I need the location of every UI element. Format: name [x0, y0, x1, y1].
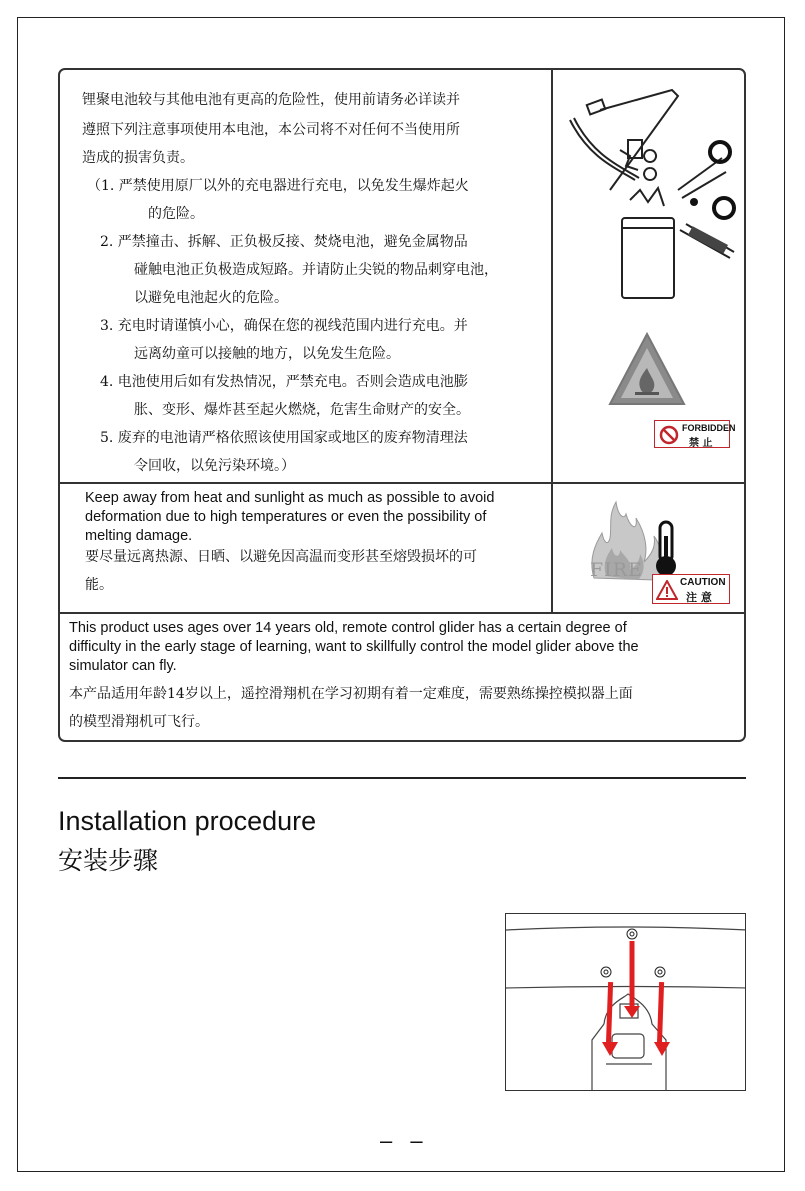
section-separator [58, 777, 746, 779]
battery-item-2-cont: 以避免电池起火的危险。 [134, 290, 288, 306]
no-entry-icon [659, 425, 679, 445]
battery-item-1-cont: 的危险。 [148, 206, 204, 222]
battery-item-2: 2. 严禁撞击、拆解、正负极反接、焚烧电池，避免金属物品 [100, 234, 468, 250]
installation-diagram [505, 913, 746, 1091]
caution-badge [652, 574, 730, 604]
column-divider-top [551, 70, 553, 482]
forbidden-label-cn: 禁 止 [689, 438, 713, 449]
battery-hazard-illustration [560, 80, 742, 310]
warning-triangle-icon [656, 580, 678, 600]
caution-label-en: CAUTION [680, 577, 726, 588]
heat-warning-en-line: melting damage. [85, 528, 193, 544]
forbidden-label-en: FORBIDDEN [682, 423, 736, 433]
heat-warning-cn-line: 能。 [85, 577, 113, 593]
battery-item-5-cont: 令回收，以免污染环境。） [134, 458, 295, 474]
page-number: – – [380, 1128, 429, 1153]
warning-box [58, 68, 746, 742]
battery-item-5: 5. 废弃的电池请严格依照该使用国家或地区的废弃物清理法 [100, 430, 468, 446]
heat-warning-cn-line: 要尽量远离热源、日晒、以避免因高温而变形甚至熔毁损坏的可 [85, 549, 477, 565]
fire-label: FIRE [590, 559, 643, 581]
screw-installation-illustration [506, 914, 746, 1091]
battery-item-4-cont: 胀、变形、爆炸甚至起火燃烧，危害生命财产的安全。 [134, 402, 470, 418]
battery-item-1: （1. 严禁使用原厂以外的充电器进行充电，以免发生爆炸起火 [87, 178, 469, 194]
heat-warning-en-line: Keep away from heat and sunlight as much as possible to avoid [85, 490, 495, 506]
forbidden-badge [654, 420, 736, 449]
thermometer-icon [648, 518, 684, 580]
row-divider-2 [60, 612, 746, 614]
row-divider-1 [60, 482, 746, 484]
age-notice-en-line: simulator can fly. [69, 658, 177, 674]
battery-intro-line: 遵照下列注意事项使用本电池，本公司将不对任何不当使用所 [82, 122, 460, 138]
battery-item-3: 3. 充电时请谨慎小心，确保在您的视线范围内进行充电。并 [100, 318, 468, 334]
battery-intro-line: 锂聚电池较与其他电池有更高的危险性，使用前请务必详读并 [82, 92, 460, 108]
age-notice-en-line: difficulty in the early stage of learning, want to skillfully control the model glider above the [69, 639, 639, 655]
flammable-warning-icon [607, 330, 687, 408]
age-notice-cn-line: 本产品适用年龄14岁以上，遥控滑翔机在学习初期有着一定难度，需要熟练操控模拟器上面 [69, 686, 633, 702]
column-divider-mid [551, 482, 553, 612]
age-notice-en-line: This product uses ages over 14 years old, remote control glider has a certain degree of [69, 620, 627, 636]
battery-item-2-cont: 碰触电池正负极造成短路。并请防止尖锐的物品刺穿电池， [134, 262, 498, 278]
caution-label-cn: 注 意 [686, 591, 712, 604]
heat-warning-en-line: deformation due to high temperatures or even the possibility of [85, 509, 487, 525]
installation-title-en: Installation procedure [58, 806, 317, 836]
battery-item-3-cont: 远离幼童可以接触的地方，以免发生危险。 [134, 346, 400, 362]
battery-intro-line: 造成的损害负责。 [82, 150, 194, 166]
battery-item-4: 4. 电池使用后如有发热情况，严禁充电。否则会造成电池膨 [100, 374, 468, 390]
age-notice-cn-line: 的模型滑翔机可飞行。 [69, 714, 209, 730]
installation-title-cn: 安装步骤 [58, 846, 159, 875]
